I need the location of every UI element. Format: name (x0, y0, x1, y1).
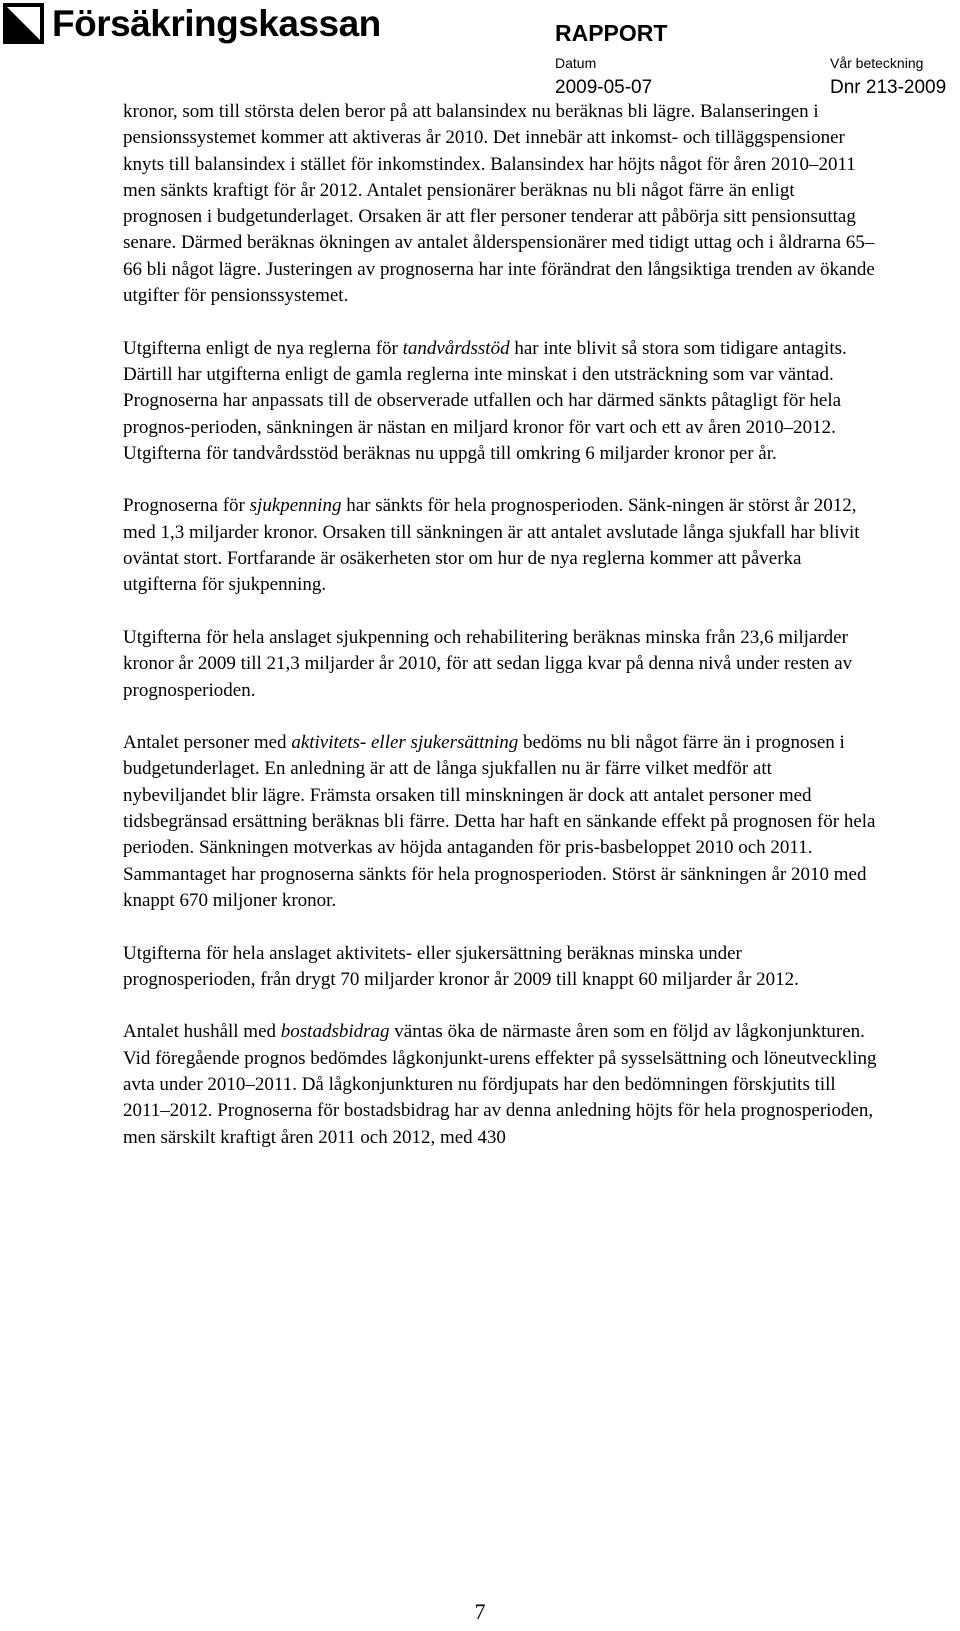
paragraph: Utgifterna för hela anslaget aktivitets- eller sjukersättning beräknas minska under prognosperioden, från drygt 70 miljarder kronor år 2009 till knappt 60 miljarder år 2012. (123, 942, 799, 990)
date-value: 2009-05-07 (555, 77, 653, 98)
paragraph: Antalet hushåll med bostadsbidrag väntas öka de närmaste åren som en följd av lågkonjunkturen. Vid föregående prognos bedömdes lågkonjunkt-urens effekter på sysselsättning och löneutveckling avta under 2010–2011. Då lågkonjunkturen nu fördjupats har den bedömningen förskjutits till 2011–2012. Prognoserna för bostadsbidrag har av denna anledning höjts för hela prognosperioden, men särskilt kraftigt åren 2011 och 2012, med 430 (123, 1021, 877, 1148)
paragraph: kronor, som till största delen beror på att balansindex nu beräknas bli lägre. Balanseringen i pensionssystemet kommer att aktiveras år 2010. Det innebär att inkomst- och tilläggspensioner knyts till balansindex i stället för inkomstindex. Balansindex har höjts något för åren 2010–2011 men sänkts kraftigt för år 2012. Antalet pensionärer beräknas nu bli något färre än enligt prognosen i budgetunderlaget. Orsaken är att fler personer tenderar att påbörja sitt pensionsuttag senare. Därmed beräknas ökningen av antalet ålderspensionärer med tidigt uttag och i åldrarna 65–66 bli något lägre. Justeringen av prognoserna har inte förändrat den långsiktiga trenden av ökande utgifter för pensionssystemet. (123, 101, 875, 307)
emphasis-term: aktivitets- eller sjukersättning (291, 732, 519, 754)
document-header (0, 0, 960, 100)
organization-name: Försäkringskassan (52, 3, 381, 44)
paragraph: Utgifterna enligt de nya reglerna för tandvårdsstöd har inte blivit så stora som tidigare antagits. Därtill har utgifterna enligt de gamla reglerna inte minskat i den utsträckning som var väntad. Prognoserna har anpassats till de observerade utfallen och har därmed sänkts påtagligt för hela prognos-perioden, sänkningen är nästan en miljard kronor för vart och ett av åren 2010–2012. Utgifterna för tandvårdsstöd beräknas nu uppgå till omkring 6 miljarder kronor per år. (123, 337, 847, 464)
document-type: RAPPORT (555, 20, 668, 46)
logo (3, 3, 381, 44)
body-text (123, 99, 878, 1151)
paragraph: Utgifterna för hela anslaget sjukpenning och rehabilitering beräknas minska från 23,6 miljarder kronor år 2009 till 21,3 miljarder år 2010, för att sedan ligga kvar på denna nivå under resten av prognosperioden. (123, 626, 853, 701)
emphasis-term: sjukpenning (249, 495, 342, 517)
page-number: 7 (474, 1599, 486, 1624)
emphasis-term: tandvårdsstöd (402, 337, 510, 359)
date-label: Datum (555, 55, 597, 71)
forsakringskassan-logo-icon (3, 3, 44, 44)
reference-label: Vår beteckning (830, 55, 924, 71)
reference-value: Dnr 213-2009 (830, 77, 947, 98)
paragraph: Antalet personer med aktivitets- eller sjukersättning bedöms nu bli något färre än i prognosen i budgetunderlaget. En anledning är att de långa sjukfallen nu är färre vilket medför att nybeviljandet blir lägre. Främsta orsaken till minskningen är dock att antalet personer med tidsbegränsad ersättning beräknas bli färre. Detta har haft en sänkande effekt på prognosen för hela perioden. Sänkningen motverkas av höjda antaganden för pris-basbeloppet 2010 och 2011. Sammantaget har prognoserna sänkts för hela prognosperioden. Störst är sänkningen år 2010 med knappt 670 miljoner kronor. (123, 732, 876, 911)
emphasis-term: bostadsbidrag (280, 1021, 390, 1043)
paragraph: Prognoserna för sjukpenning har sänkts för hela prognosperioden. Sänk-ningen är störst år 2012, med 1,3 miljarder kronor. Orsaken till sänkningen är att antalet avslutade långa sjukfall har blivit oväntat stort. Fortfarande är osäkerheten stor om hur de nya reglerna kommer att påverka utgifterna för sjukpenning. (123, 495, 860, 596)
